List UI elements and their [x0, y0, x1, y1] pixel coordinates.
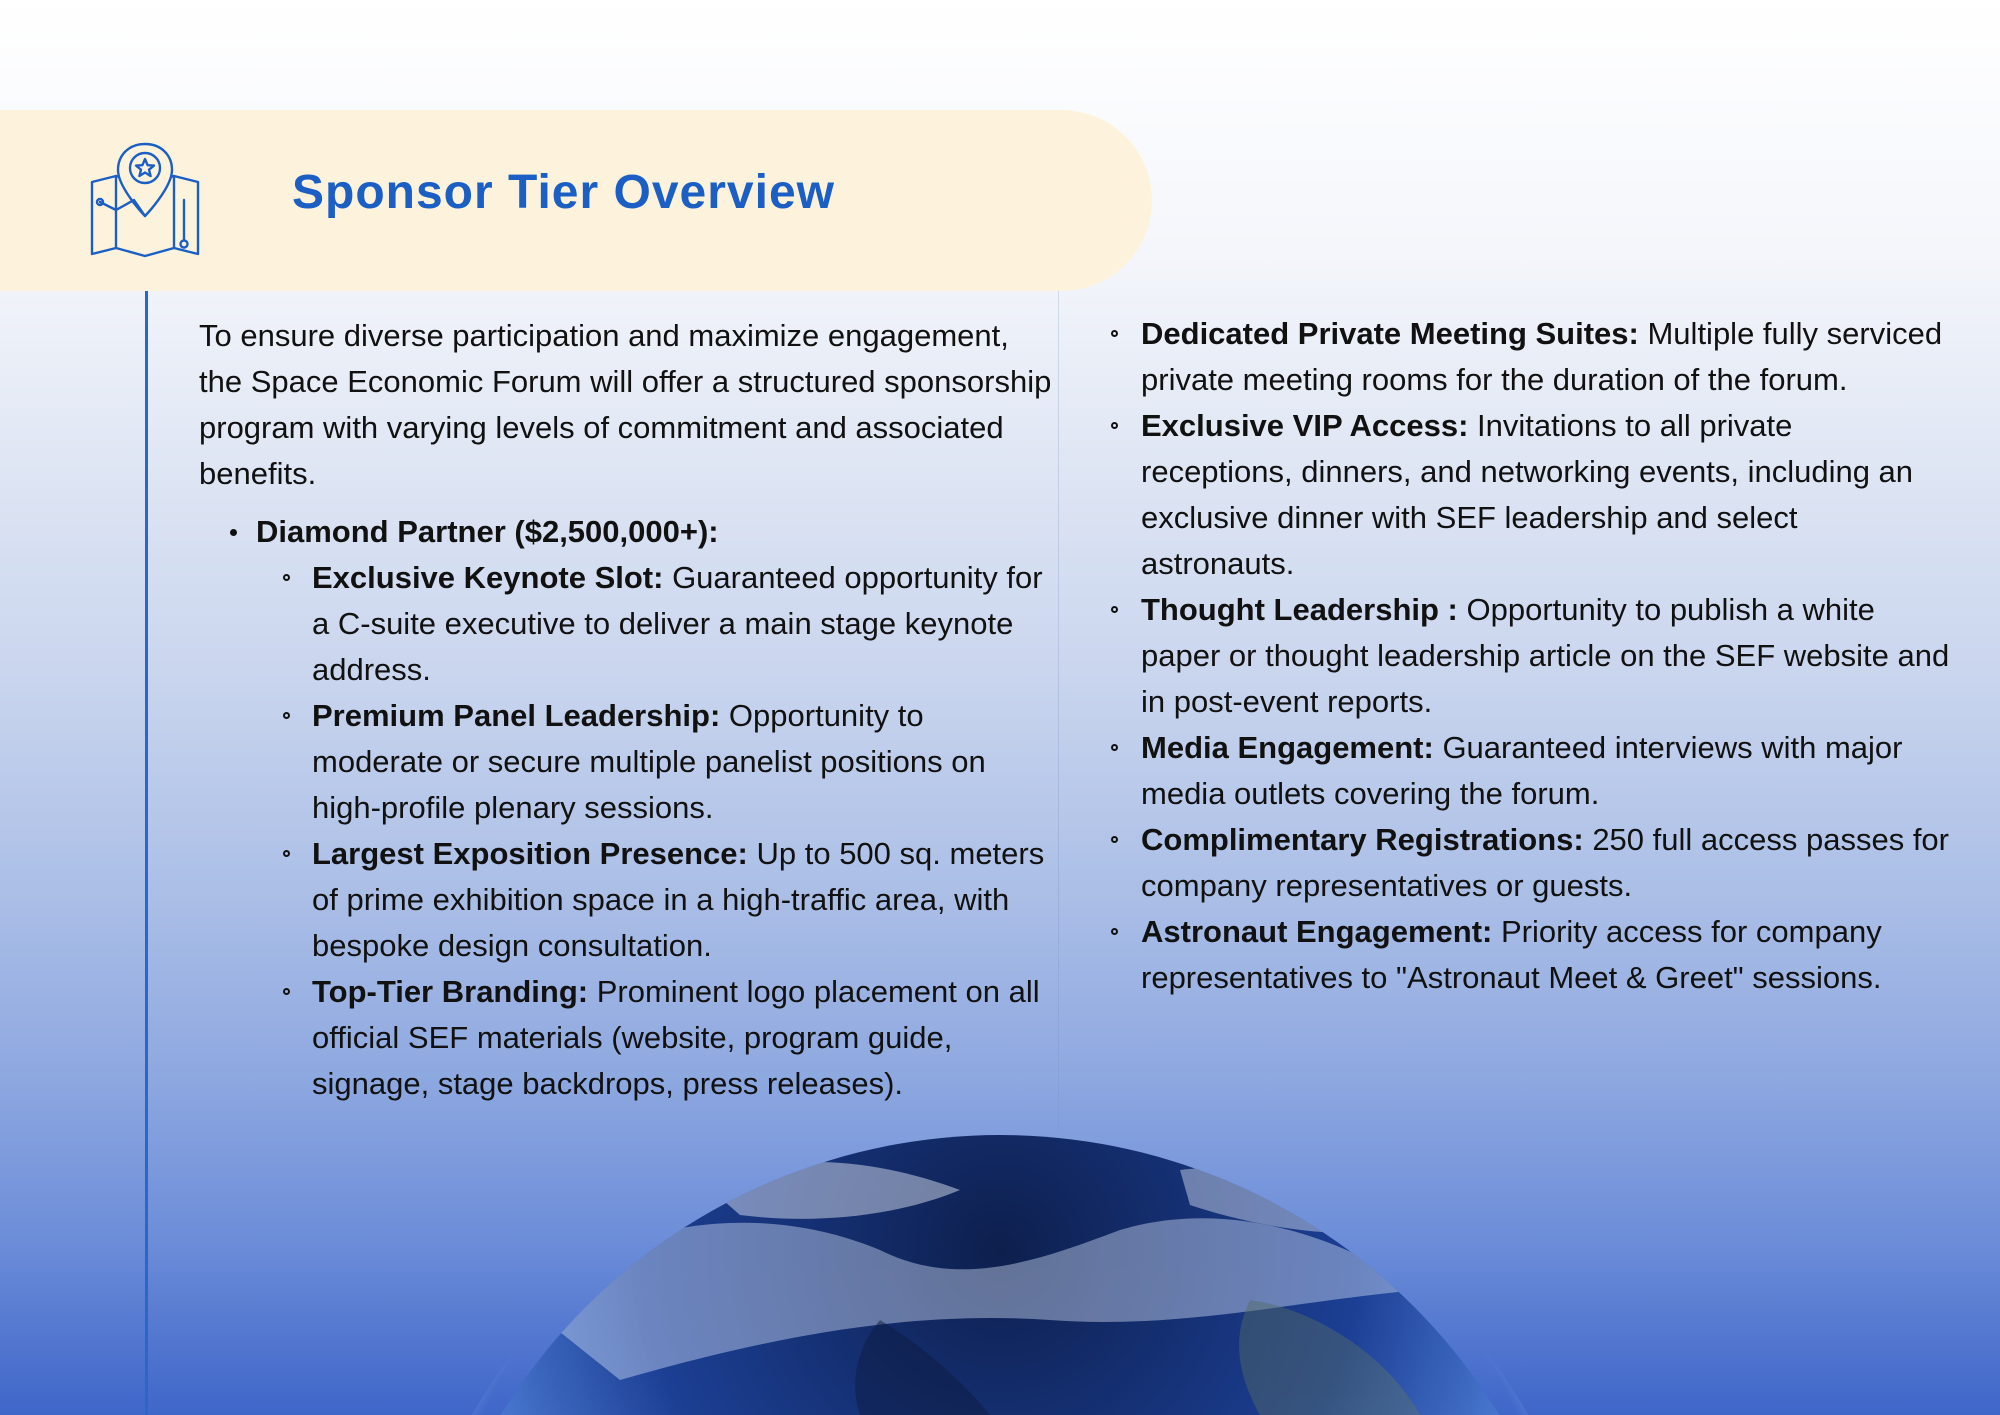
benefit-text: Invitations to all private receptions, dinners, and networking events, including an exclusive dinner with SEF leadership and select astronauts.: [1141, 408, 1914, 581]
benefit-title: Thought Leadership :: [1141, 592, 1458, 627]
benefit-item: [1106, 817, 1951, 909]
benefit-item: [256, 693, 1059, 831]
benefit-title: Astronaut Engagement:: [1141, 914, 1493, 949]
benefit-item: [1106, 909, 1951, 1001]
benefit-list-right: [1106, 311, 1951, 1001]
benefit-title: Top-Tier Branding:: [312, 974, 589, 1009]
benefit-text: Multiple fully serviced private meeting rooms for the duration of the forum.: [1141, 316, 1943, 397]
tier-label: Diamond Partner ($2,500,000+):: [256, 514, 719, 549]
vertical-accent-line: [145, 291, 148, 1415]
left-column: [199, 313, 1059, 1107]
right-column: [1106, 311, 1951, 1001]
benefit-item: [1106, 587, 1951, 725]
benefit-item: [256, 831, 1059, 969]
benefit-item: [1106, 403, 1951, 587]
benefit-text: Guaranteed opportunity for a C-suite executive to deliver a main stage keynote address.: [312, 560, 1043, 687]
benefit-text: Opportunity to publish a white paper or thought leadership article on the SEF website and in post-event reports.: [1141, 592, 1950, 719]
tier-item-diamond: [199, 509, 1059, 1107]
benefit-title: Media Engagement:: [1141, 730, 1434, 765]
benefit-title: Dedicated Private Meeting Suites:: [1141, 316, 1639, 351]
benefit-item: [256, 555, 1059, 693]
intro-paragraph: To ensure diverse participation and maximize engagement, the Space Economic Forum will offer a structured sponsorship program with varying levels of commitment and associated benefits.: [199, 318, 1052, 491]
benefit-title: Exclusive VIP Access:: [1141, 408, 1469, 443]
benefit-title: Exclusive Keynote Slot:: [312, 560, 664, 595]
benefit-text: Priority access for company representatives to "Astronaut Meet & Greet" sessions.: [1141, 914, 1882, 995]
page-title: Sponsor Tier Overview: [292, 166, 835, 219]
benefit-text: Up to 500 sq. meters of prime exhibition space in a high-traffic area, with bespoke design consultation.: [312, 836, 1045, 963]
benefit-item: [1106, 311, 1951, 403]
benefit-text: Prominent logo placement on all official SEF materials (website, program guide, signage, stage backdrops, press releases).: [312, 974, 1040, 1101]
benefit-text: Opportunity to moderate or secure multiple panelist positions on high-profile plenary sessions.: [312, 698, 986, 825]
benefit-text: Guaranteed interviews with major media outlets covering the forum.: [1141, 730, 1903, 811]
benefit-item: [256, 969, 1059, 1107]
map-pin-star-icon: [88, 140, 202, 262]
benefit-title: Premium Panel Leadership:: [312, 698, 721, 733]
benefit-text: 250 full access passes for company representatives or guests.: [1141, 822, 1949, 903]
benefit-title: Largest Exposition Presence:: [312, 836, 748, 871]
benefit-title: Complimentary Registrations:: [1141, 822, 1584, 857]
benefit-list-left: [256, 555, 1059, 1107]
benefit-item: [1106, 725, 1951, 817]
tier-list: [199, 509, 1059, 1107]
